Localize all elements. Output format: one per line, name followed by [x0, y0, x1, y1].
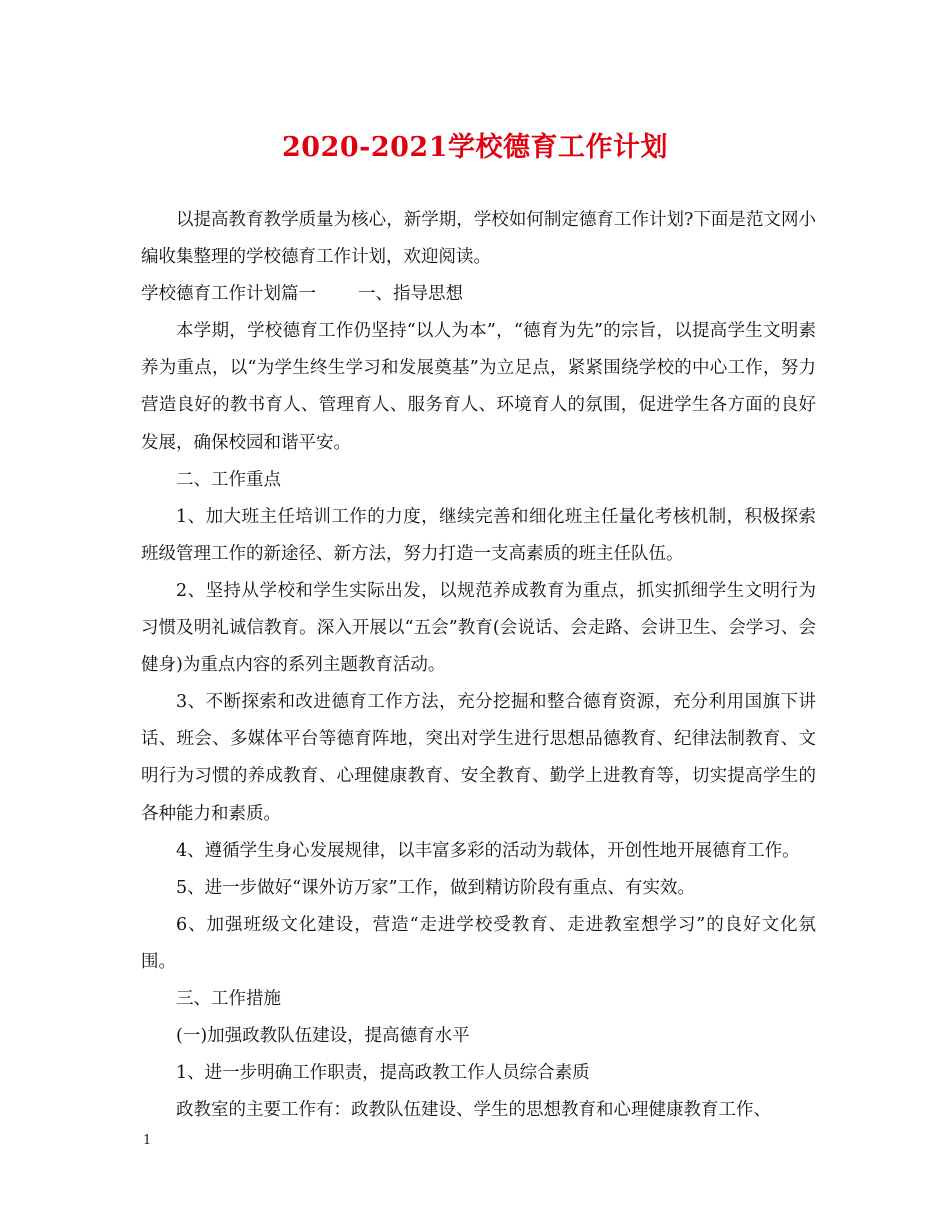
- section3-item-1-body: 政教室的主要工作有：政教队伍建设、学生的思想教育和心理健康教育工作、: [176, 1100, 771, 1121]
- page-number: 1: [143, 1133, 152, 1148]
- section2-item-5: 5、进一步做好“课外访万家”工作，做到精访阶段有重点、有实效。: [176, 877, 696, 898]
- section1-body: 本学期，学校德育工作仍坚持“以人为本”，“德育为先”的宗旨，以提高学生文明素养为重点，以“为学生终生学习和发展奠基”为立足点，紧紧围绕学校的中心工作，努力营造良好的教书育人、管理育人、服务育人、环境育人的氛围，促进学生各方面的良好发展，确保校园和谐平安。: [141, 321, 816, 453]
- document-body: [141, 202, 816, 1129]
- intro-paragraph: 以提高教育教学质量为核心，新学期，学校如何制定德育工作计划?下面是范文网小编收集整理的学校德育工作计划，欢迎阅读。: [141, 210, 816, 268]
- section2-item-1: 1、加大班主任培训工作的力度，继续完善和细化班主任量化考核机制，积极探索班级管理工作的新途径、新方法，努力打造一支高素质的班主任队伍。: [141, 506, 816, 564]
- section3-subheading-1: (一)加强政教队伍建设，提高德育水平: [176, 1026, 470, 1047]
- section2-item-2: 2、坚持从学校和学生实际出发，以规范养成教育为重点，抓实抓细学生文明行为习惯及明礼诚信教育。深入开展以“五会”教育(会说话、会走路、会讲卫生、会学习、会健身)为重点内容的系列主题教育活动。: [141, 580, 816, 676]
- plan-heading-line: [141, 276, 816, 313]
- section1-heading: 一、指导思想: [358, 284, 463, 305]
- section3-item-1: 1、进一步明确工作职责，提高政教工作人员综合素质: [176, 1063, 590, 1084]
- section2-item-4: 4、遵循学生身心发展规律，以丰富多彩的活动为载体，开创性地开展德育工作。: [176, 840, 800, 861]
- section2-item-3: 3、不断探索和改进德育工作方法，充分挖掘和整合德育资源，充分利用国旗下讲话、班会、多媒体平台等德育阵地，突出对学生进行思想品德教育、纪律法制教育、文明行为习惯的养成教育、心理健康教育、安全教育、勤学上进教育等，切实提高学生的各种能力和素质。: [141, 692, 816, 824]
- section3-heading: 三、工作措施: [176, 988, 281, 1009]
- section2-item-6: 6、加强班级文化建设，营造“走进学校受教育、走进教室想学习”的良好文化氛围。: [141, 914, 816, 972]
- section2-heading: 二、工作重点: [176, 469, 281, 490]
- plan-heading: 学校德育工作计划篇一: [141, 284, 316, 305]
- document-title: 2020-2021学校德育工作计划: [282, 132, 668, 163]
